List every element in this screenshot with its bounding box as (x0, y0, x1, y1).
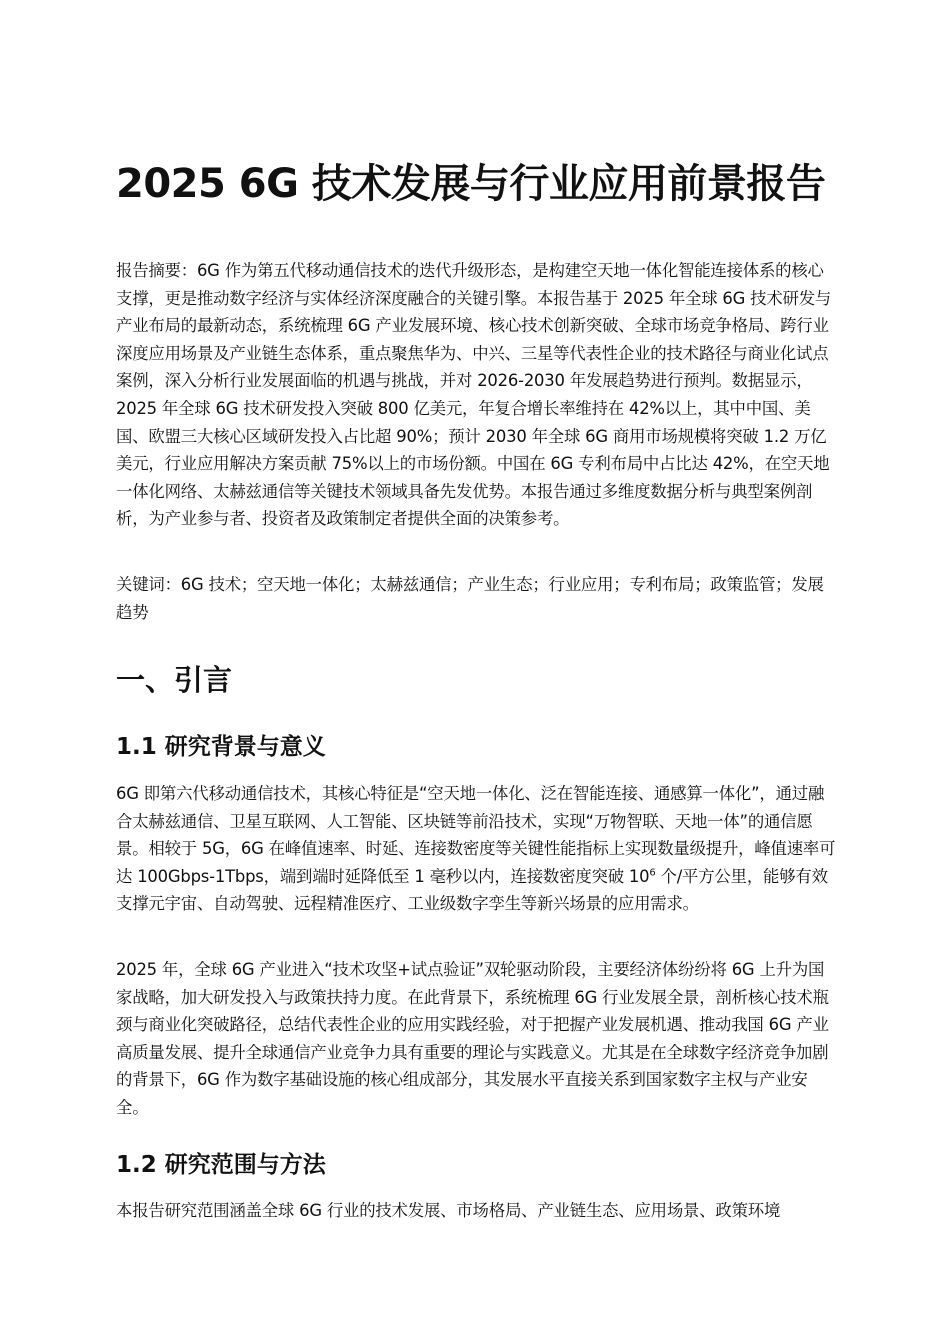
exponent-superscript: 6 (649, 867, 656, 879)
background-paragraph-2: 2025 年，全球 6G 产业进入“技术攻坚+试点验证”双轮驱动阶段，主要经济体纷纷将 6G 上升为国家战略，加大研发投入与政策扶持力度。在此背景下，系统梳理 6G 行业发展全景，剖析核心技术瓶颈与商业化突破路径，总结代表性企业的应用实践经验，对于把握产业发展机遇、推动我国 6G 产业高质量发展、提升全球通信产业竞争力具有重要的理论与实践意义。尤其是在全球数字经济竞争加剧的背景下，6G 作为数字基础设施的核心组成部分，其发展水平直接关系到国家数字主权与产业安全。 (116, 960, 829, 1117)
scope-paragraph-1: 本报告研究范围涵盖全球 6G 行业的技术发展、市场格局、产业链生态、应用场景、政策环境 (116, 1201, 781, 1220)
section-heading-introduction: 一、引言 (116, 663, 233, 697)
subsection-heading-scope-methods: 1.2 研究范围与方法 (116, 1152, 326, 1178)
background-paragraph-1 (116, 780, 836, 918)
abstract-paragraph: 报告摘要：6G 作为第五代移动通信技术的迭代升级形态，是构建空天地一体化智能连接体系的核心支撑，更是推动数字经济与实体经济深度融合的关键引擎。本报告基于 2025 年全球 6G 技术研发与产业布局的最新动态，系统梳理 6G 产业发展环境、核心技术创新突破、全球市场竞争格局、跨行业深度应用场景及产业链生态体系，重点聚焦华为、中兴、三星等代表性企业的技术路径与商业化试点案例，深入分析行业发展面临的机遇与挑战，并对 2026-2030 年发展趋势进行预判。数据显示，2025 年全球 6G 技术研发投入突破 800 亿美元，年复合增长率维持在 42%以上，其中中国、美国、欧盟三大核心区域研发投入占比超 90%；预计 2030 年全球 6G 商用市场规模将突破 1.2 万亿美元，行业应用解决方案贡献 75%以上的市场份额。中国在 6G 专利布局中占比达 42%，在空天地一体化网络、太赫兹通信等关键技术领域具备先发优势。本报告通过多维度数据分析与典型案例剖析，为产业参与者、投资者及政策制定者提供全面的决策参考。 (116, 261, 832, 529)
document-title: 2025 6G 技术发展与行业应用前景报告 (116, 161, 826, 207)
keywords-paragraph: 关键词：6G 技术；空天地一体化；太赫兹通信；产业生态；行业应用；专利布局；政策监管；发展趋势 (116, 575, 824, 622)
subsection-heading-background: 1.1 研究背景与意义 (116, 734, 326, 760)
background-paragraph-1-text: 6G 即第六代移动通信技术，其核心特征是“空天地一体化、泛在智能连接、通感算一体化”，通过融合太赫兹通信、卫星互联网、人工智能、区块链等前沿技术，实现“万物智联、天地一体”的通信愿景。相较于 5G，6G 在峰值速率、时延、连接数密度等关键性能指标上实现数量级提升，峰值速率可达 100Gbps-1Tbps，端到端时延降低至 1 毫秒以内，连接数密度突破 10 (116, 784, 836, 886)
background-paragraph-1-text-cont: 个/平方公里，能够有效支撑元宇宙、自动驾驶、远程精准医疗、工业级数字孪生等新兴场景的应用需求。 (116, 866, 828, 914)
